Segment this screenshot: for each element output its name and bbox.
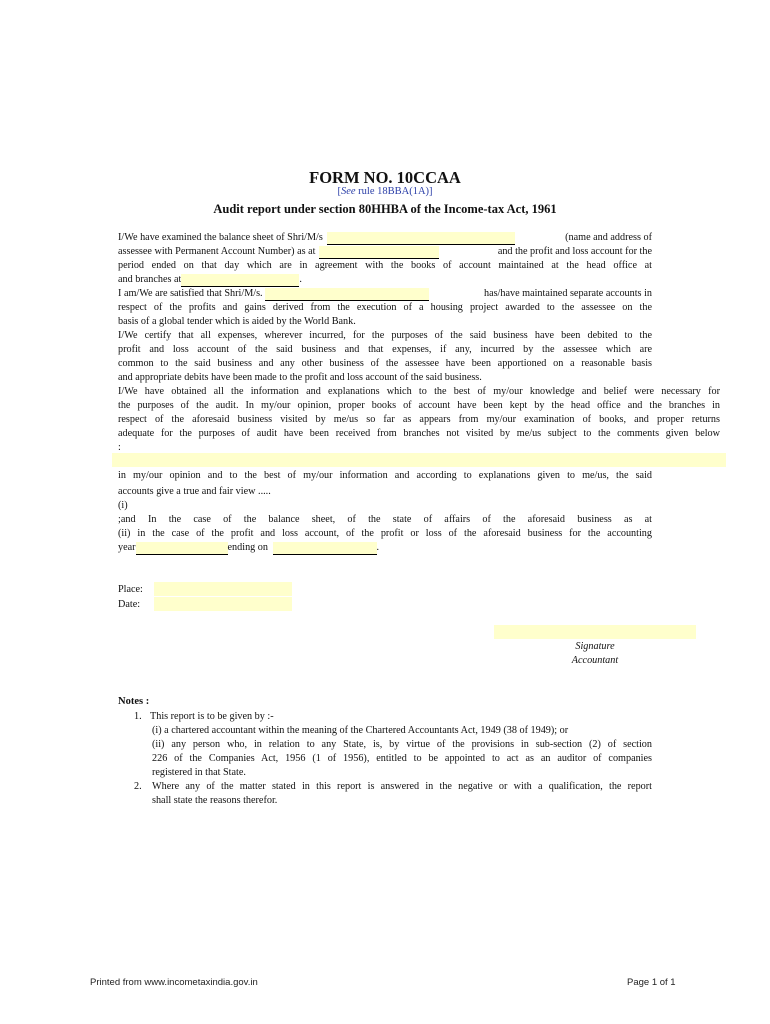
para5-line3: (i) In the case of the balance sheet, of the state of affairs of the aforesaid business as at: [118, 500, 652, 525]
para4-line4: adequate for the purposes of audit have been received from branches not visited by me/us subject to the comments given below: [118, 428, 720, 439]
accounting-year-field[interactable]: [136, 542, 228, 555]
para2-line3: basis of a global tender which is aided by the World Bank.: [118, 316, 356, 327]
satisfied-name-field[interactable]: [265, 288, 429, 301]
para4-line1: I/We have obtained all the information and explanations which to the best of my/our knowledge and belief were necessary for: [118, 386, 720, 397]
note1-text: This report is to be given by :-: [150, 711, 274, 722]
para1-line1: I/We have examined the balance sheet of Shri/M/s (name and address of: [118, 232, 652, 243]
balance-sheet-date-field[interactable]: [319, 246, 439, 259]
para5-line2: accounts give a true and fair view .....: [118, 486, 271, 497]
para4-line3: respect of the aforesaid business visited by me/us so far as appears from my/our examination of books, and proper returns: [118, 414, 720, 425]
para3-line4: and appropriate debits have been made to the profit and loss account of the said business.: [118, 372, 482, 383]
para1-line2: assessee with Permanent Account Number) as at and the profit and loss account for the: [118, 246, 652, 257]
form-title: FORM NO. 10CCAA: [309, 168, 461, 187]
comments-field[interactable]: [112, 453, 726, 467]
note1-item-i: (i) a chartered accountant within the meaning of the Chartered Accountants Act, 1949 (38 of 1949); or: [152, 725, 569, 736]
para5-line4: ;and: [118, 514, 136, 525]
branches-field[interactable]: [181, 274, 299, 287]
note1-item-ii-a: (ii) any person who, in relation to any State, is, by virtue of the provisions in sub-section (2) of section: [152, 739, 652, 750]
para4-line2: the purposes of the audit. In my/our opinion, proper books of account have been kept by the head office and the branches in: [118, 400, 720, 411]
date-field[interactable]: [154, 597, 292, 611]
form-subtitle: Audit report under section 80HHBA of the Income-tax Act, 1961: [213, 202, 557, 216]
footer-source: Printed from www.incometaxindia.gov.in: [90, 977, 258, 988]
note2-number: 2.: [134, 781, 142, 792]
para5-line5: (ii) in the case of the profit and loss account, of the profit or loss of the aforesaid business for the accounting: [118, 528, 652, 539]
ending-on-field[interactable]: [273, 542, 377, 555]
para2-line1: I am/We are satisfied that Shri/M/s. has/have maintained separate accounts in: [118, 288, 652, 299]
signature-field[interactable]: [494, 625, 696, 639]
para3-line2: profit and loss account of the said business and that expenses, if any, incurred by the assessee which are: [118, 344, 652, 355]
rule-reference: [See rule 18BBA(1A)]: [337, 186, 433, 197]
note2-text-a: Where any of the matter stated in this report is answered in the negative or with a qualification, the report: [152, 781, 652, 792]
para2-line2: respect of the profits and gains derived from the execution of a housing project awarded to the assessee on the: [118, 302, 652, 313]
note1-number: 1.: [134, 711, 142, 722]
para5-line6: year ending on .: [118, 542, 380, 553]
rule-see: See: [340, 186, 356, 197]
assessee-name-field[interactable]: [327, 232, 515, 245]
para1-line3: period ended on that day which are in agreement with the books of account maintained at the head office at: [118, 260, 652, 271]
para3-line1: I/We certify that all expenses, wherever incurred, for the purposes of the said business have been debited to the: [118, 330, 652, 341]
para4-line5: :: [118, 442, 121, 453]
notes-title: Notes :: [118, 696, 150, 707]
place-field[interactable]: [154, 582, 292, 596]
para5-line1: in my/our opinion and to the best of my/our information and according to explanations given to me/us, the said: [118, 470, 652, 481]
para1-line4: and branches at .: [118, 274, 302, 285]
accountant-label: Accountant: [571, 655, 619, 666]
signature-label: Signature: [575, 641, 615, 652]
note2-text-b: shall state the reasons therefor.: [152, 795, 278, 806]
note1-item-ii-b: 226 of the Companies Act, 1956 (1 of 1956), entitled to be appointed to act as an auditor of companies: [152, 753, 652, 764]
para3-line3: common to the said business and any other business of the assessee have been apportioned on a reasonable basis: [118, 358, 652, 369]
place-label: Place:: [118, 584, 143, 595]
note1-item-ii-c: registered in that State.: [152, 767, 246, 778]
footer-page-number: Page 1 of 1: [627, 977, 676, 988]
date-label: Date:: [118, 599, 141, 610]
